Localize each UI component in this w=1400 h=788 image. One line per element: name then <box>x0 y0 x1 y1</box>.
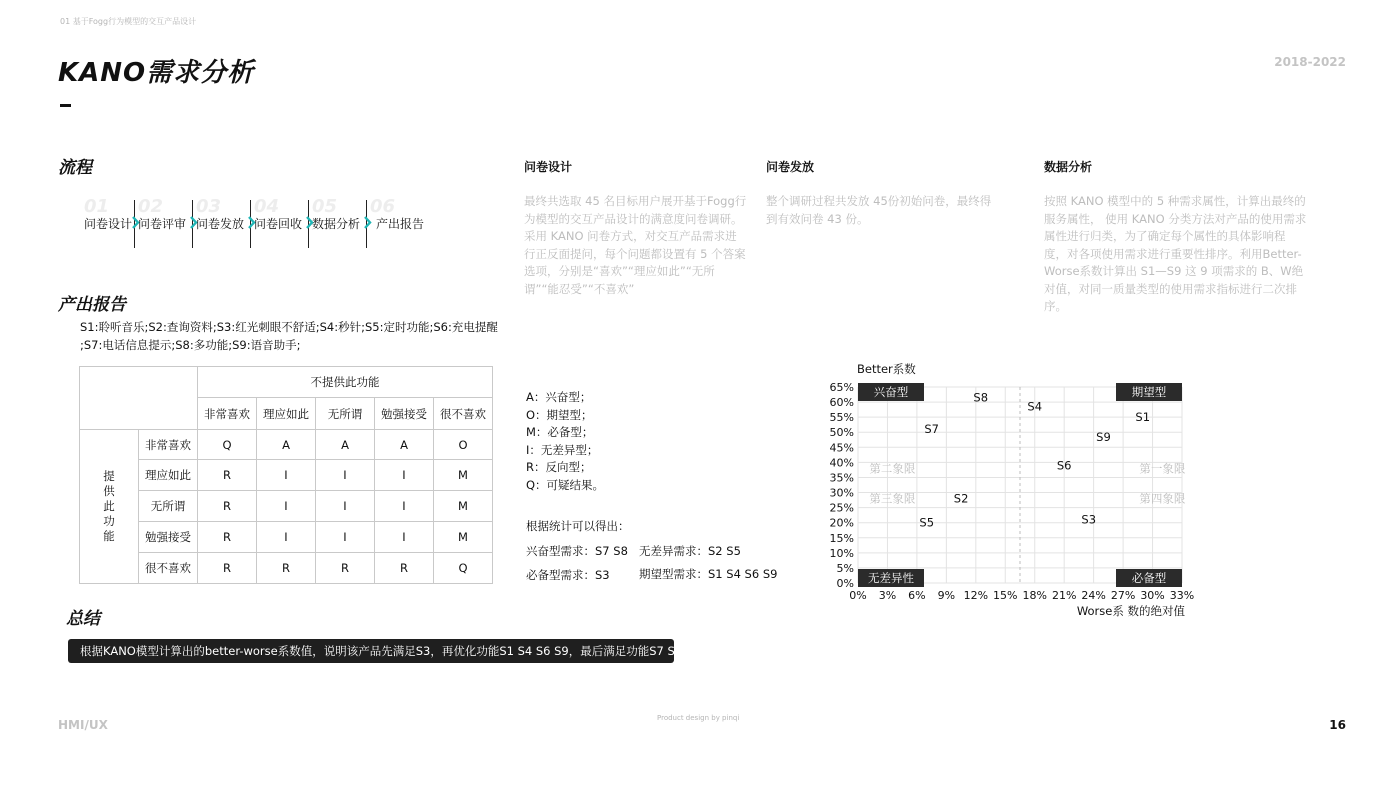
y-tick-label: 35% <box>829 471 854 485</box>
y-tick-label: 15% <box>829 531 854 545</box>
summary-text: 根据KANO模型计算出的better-worse系数值，说明该产品先满足S3，再优化功能S1 S4 S6 S9，最后满足功能S7 S8。 <box>68 639 674 663</box>
legend-item: R：反向型； <box>526 460 592 474</box>
table-cell: I <box>316 460 375 491</box>
data-point-s2: S2 <box>953 491 969 506</box>
table-cell: A <box>257 430 316 460</box>
table-side-header-text: 提供此功能 <box>103 469 115 543</box>
table-top-header: 不提供此功能 <box>198 367 493 398</box>
table-cell: M <box>434 460 493 491</box>
table-cell: I <box>257 491 316 522</box>
x-tick-label: 24% <box>1081 589 1106 602</box>
table-cell: Q <box>198 430 257 460</box>
x-tick-label: 18% <box>1022 589 1047 602</box>
table-row <box>80 522 493 553</box>
table-cell: R <box>198 460 257 491</box>
x-tick-label: 33% <box>1169 589 1195 602</box>
table-row-header: 理应如此 <box>139 460 198 491</box>
data-point-s5: S5 <box>919 515 935 530</box>
feature-list-line: S1:聆听音乐;S2:查询资料;S3:红光刺眼不舒适;S4:秒针;S5:定时功能;S6:充电提醒 <box>80 320 498 334</box>
stats-intro: 根据统计可以得出： <box>526 519 630 533</box>
y-tick-label: 55% <box>829 411 854 425</box>
table-corner <box>80 367 198 430</box>
step-number: 02 <box>138 196 164 217</box>
y-tick-label: 65% <box>829 381 854 394</box>
quadrant-box-label: 无差异性 <box>868 571 914 585</box>
table-row <box>80 430 493 460</box>
stat-excite: 兴奋型需求：S7 S8 <box>526 544 628 558</box>
x-axis-title: Worse系 数的绝对值 <box>1076 604 1185 618</box>
y-axis-title: Better系数 <box>857 362 916 376</box>
stat-must: 必备型需求：S3 <box>526 568 610 582</box>
table-row <box>80 553 493 584</box>
x-tick-label: 12% <box>963 589 989 602</box>
quadrant-box-label: 必备型 <box>1131 571 1167 585</box>
table-cell: M <box>434 491 493 522</box>
step-number: 05 <box>312 196 338 217</box>
y-tick-label: 5% <box>836 561 854 575</box>
x-tick-label: 30% <box>1140 589 1165 602</box>
table-cell: I <box>257 460 316 491</box>
x-tick-label: 3% <box>878 589 897 602</box>
table-cell: O <box>434 430 493 460</box>
quadrant-label: 第二象限 <box>869 461 916 476</box>
table-row-header: 无所谓 <box>139 491 198 522</box>
table-cell: I <box>316 522 375 553</box>
legend-item: O：期望型； <box>526 407 593 422</box>
y-tick-label: 60% <box>829 396 854 410</box>
data-point-s1: S1 <box>1135 410 1151 425</box>
step-label: 产出报告 <box>376 217 425 231</box>
table-col-header: 非常喜欢 <box>198 398 257 430</box>
table-col-header: 勉强接受 <box>375 398 434 430</box>
feature-list <box>80 318 500 354</box>
quadrant-label: 第三象限 <box>869 491 916 506</box>
y-tick-label: 10% <box>829 546 854 560</box>
title-underline <box>60 104 71 107</box>
report-heading: 产出报告 <box>58 295 126 315</box>
y-tick-label: 40% <box>829 456 854 470</box>
page-number: 16 <box>1329 718 1346 732</box>
step-label: 问卷发放 <box>196 217 245 231</box>
y-tick-label: 30% <box>829 486 854 500</box>
x-tick-label: 9% <box>937 589 956 602</box>
y-tick-label: 25% <box>829 501 854 515</box>
table-cell: I <box>257 522 316 553</box>
table-cell: R <box>375 553 434 584</box>
quadrant-label: 第四象限 <box>1139 491 1186 506</box>
y-tick-label: 45% <box>829 441 854 455</box>
table-cell: R <box>198 553 257 584</box>
questionnaire-design-heading: 问卷设计 <box>524 160 573 174</box>
table-cell: I <box>375 460 434 491</box>
better-worse-chart <box>820 356 1200 626</box>
table-cell: R <box>198 522 257 553</box>
table-cell: I <box>316 491 375 522</box>
data-point-s8: S8 <box>973 390 989 405</box>
data-point-s6: S6 <box>1056 458 1072 473</box>
y-tick-label: 20% <box>829 516 854 530</box>
feature-list-line: ;S7:电话信息提示;S8:多功能;S9:语音助手; <box>80 338 301 352</box>
breadcrumb: 01 基于Fogg行为模型的交互产品设计 <box>60 17 197 26</box>
year-range: 2018-2022 <box>1274 55 1346 69</box>
table-cell: A <box>375 430 434 460</box>
stat-expect: 期望型需求：S1 S4 S6 S9 <box>639 567 778 581</box>
step-number: 01 <box>84 196 110 217</box>
data-point-s7: S7 <box>924 422 939 437</box>
legend-item: Q：可疑结果。 <box>526 477 605 492</box>
table-side-header <box>80 430 139 584</box>
step-label: 问卷设计 <box>84 217 133 231</box>
table-col-header: 理应如此 <box>257 398 316 430</box>
page-title: KANO需求分析 <box>58 58 255 88</box>
step-label: 问卷回收 <box>254 217 303 231</box>
table-row-header: 很不喜欢 <box>139 553 198 584</box>
legend-item: I：无差异型； <box>526 442 599 457</box>
step-label: 问卷评审 <box>138 217 187 231</box>
kano-evaluation-table <box>79 366 493 584</box>
x-tick-label: 21% <box>1051 589 1077 602</box>
y-tick-label: 50% <box>829 426 854 440</box>
table-row <box>80 491 493 522</box>
x-tick-label: 6% <box>908 589 926 602</box>
quadrant-label: 第一象限 <box>1139 461 1186 476</box>
table-cell: R <box>257 553 316 584</box>
table-row-header: 非常喜欢 <box>139 430 198 460</box>
questionnaire-distribution-text: 整个调研过程共发放 45份初始问卷，最终得到有效问卷 43 份。 <box>766 194 992 226</box>
summary-heading: 总结 <box>66 609 100 629</box>
x-tick-label: 0% <box>849 589 867 602</box>
quadrant-box-label: 期望型 <box>1131 385 1167 399</box>
quadrant-box-label: 兴奋型 <box>873 385 909 399</box>
step-number: 03 <box>196 196 222 217</box>
table-cell: R <box>316 553 375 584</box>
footer-credit: Product design by pinqi <box>657 714 740 722</box>
step-label: 数据分析 <box>312 217 361 231</box>
table-cell: A <box>316 430 375 460</box>
data-analysis-text: 按照 KANO 模型中的 5 种需求属性，计算出最终的服务属性， 使用 KANO 分类方法对产品的使用需求属性进行归类，为了确定每个属性的具体影响程度，对各项使用需求进行重要性排序。利用Better-Worse系数计算出 S1—S9 这 9 项需求的 B、W绝对值，对同一质量类型的使用需求指标进行二次排序。 <box>1044 194 1307 313</box>
table-col-header: 无所谓 <box>316 398 375 430</box>
data-point-s3: S3 <box>1081 512 1097 527</box>
table-row <box>80 460 493 491</box>
footer-label: HMI/UX <box>58 718 108 732</box>
category-legend <box>526 389 604 494</box>
step-number: 06 <box>370 196 396 217</box>
table-col-header: 很不喜欢 <box>434 398 493 430</box>
questionnaire-distribution-heading: 问卷发放 <box>766 160 815 174</box>
table-cell: M <box>434 522 493 553</box>
table-cell: I <box>375 522 434 553</box>
data-point-s4: S4 <box>1027 399 1043 414</box>
data-analysis-heading: 数据分析 <box>1044 160 1093 174</box>
y-tick-label: 0% <box>836 577 854 590</box>
x-tick-label: 27% <box>1110 589 1136 602</box>
x-tick-label: 15% <box>993 589 1018 602</box>
table-cell: I <box>375 491 434 522</box>
chevron-right-icon <box>364 216 372 229</box>
step-number: 04 <box>254 196 280 217</box>
questionnaire-design-text: 最终共选取 45 名目标用户展开基于Fogg行为模型的交互产品设计的满意度问卷调研。采用 KANO 问卷方式，对交互产品需求进行正反面提问，每个问题都设置有 5 个答案选项，分别是“喜欢”“理应如此”“无所谓”“能忍受”“不喜欢” <box>524 194 747 296</box>
data-point-s9: S9 <box>1096 429 1111 444</box>
table-row-header: 勉强接受 <box>139 522 198 553</box>
legend-item: M：必备型； <box>526 425 594 439</box>
legend-item: A：兴奋型； <box>526 390 592 404</box>
process-heading: 流程 <box>58 158 92 178</box>
table-cell: Q <box>434 553 493 584</box>
table-cell: R <box>198 491 257 522</box>
stat-indifferent: 无差异需求：S2 S5 <box>639 544 741 558</box>
